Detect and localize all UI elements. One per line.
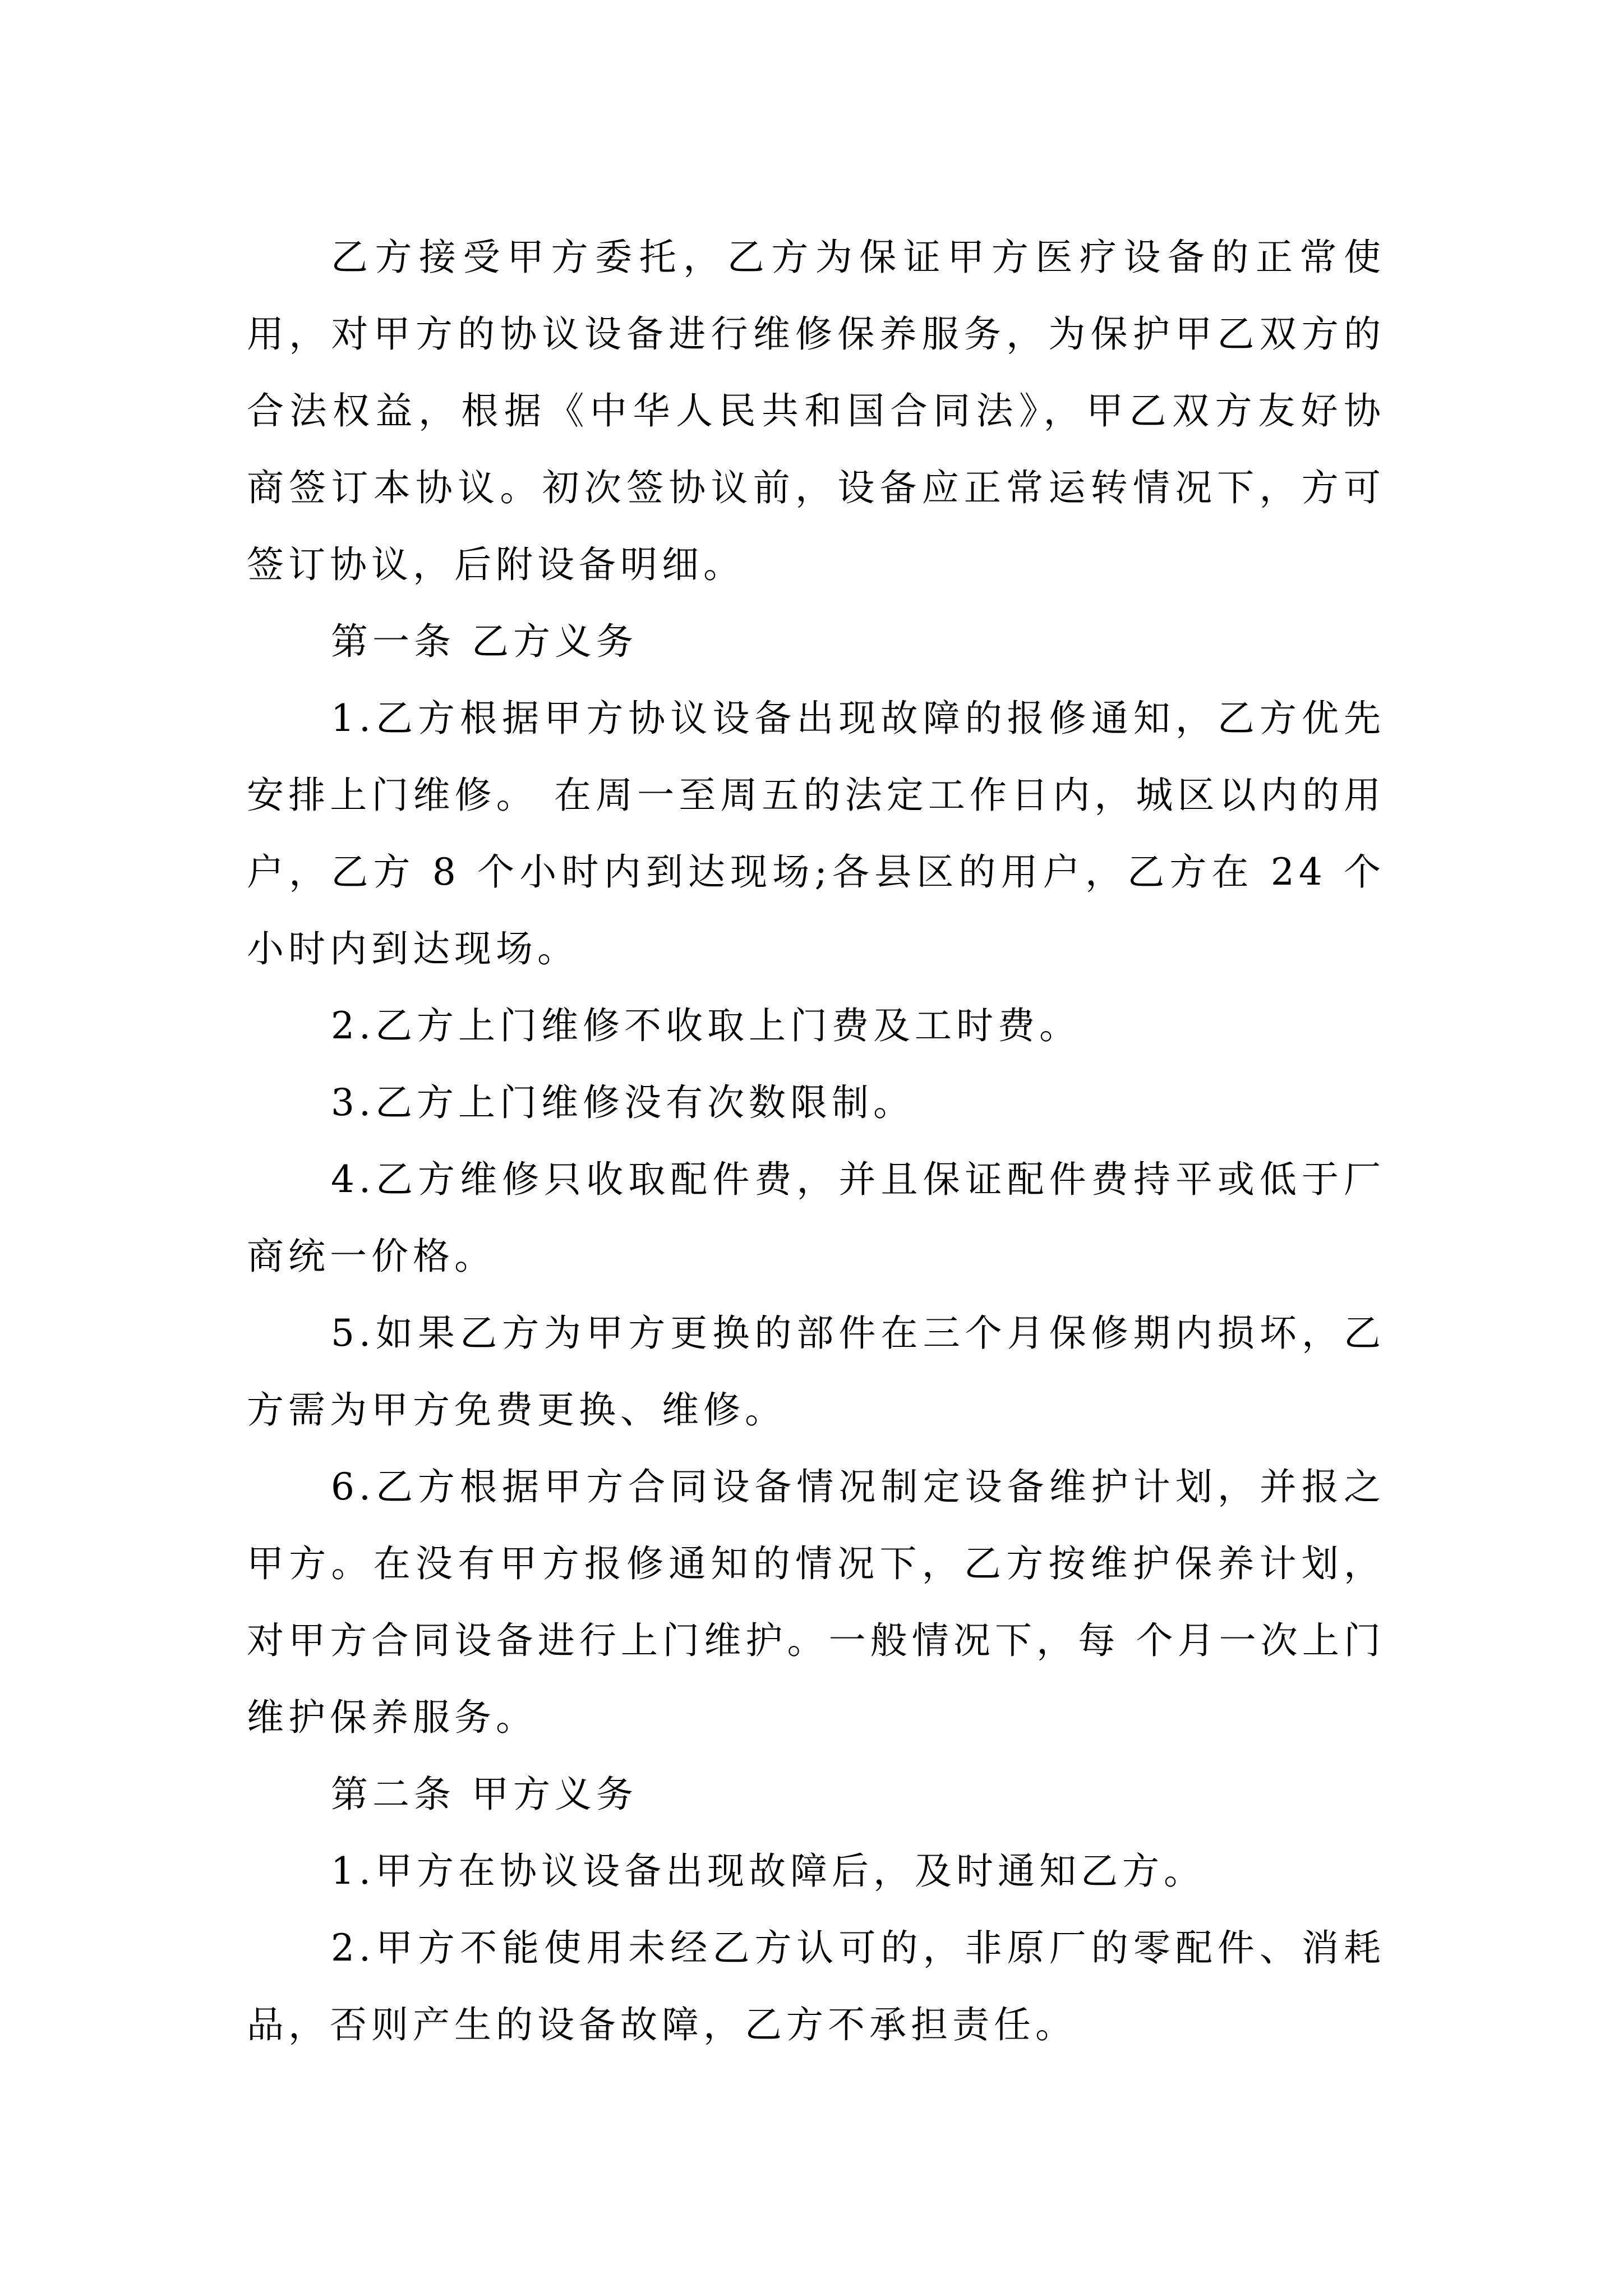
article-two-item-1: 1.甲方在协议设备出现故障后，及时通知乙方。 [331,1849,1205,1893]
article-two-heading: 第二条 甲方义务 [331,1773,638,1816]
article-one-item-3: 3.乙方上门维修没有次数限制。 [331,1081,915,1124]
article-one-heading: 第一条 乙方义务 [331,620,638,663]
article-one-item-1: 1.乙方根据甲方协议设备出现故障的报修通知，乙方优先安排上门维修。 在周一至周五的法定工作日内，城区以内的用户，乙方 8 个小时内到达现场;各县区的用户，乙方在 24 个小时内到达现场。 [247,697,1385,970]
preamble-paragraph: 乙方接受甲方委托，乙方为保证甲方医疗设备的正常使用，对甲方的协议设备进行维修保养服务，为保护甲乙双方的合法权益，根据《中华人民共和国合同法》，甲乙双方友好协商签订本协议。初次签协议前，设备应正常运转情况下，方可签订协议，后附设备明细。 [247,236,1385,586]
article-one-item-6: 6.乙方根据甲方合同设备情况制定设备维护计划，并报之甲方。在没有甲方报修通知的情况下，乙方按维护保养计划，对甲方合同设备进行上门维护。一般情况下，每 个月一次上门维护保养服务。 [247,1465,1385,1739]
article-one-item-2: 2.乙方上门维修不收取上门费及工时费。 [331,1004,1081,1047]
document-body [247,219,1385,2063]
article-one-item-5: 5.如果乙方为甲方更换的部件在三个月保修期内损坏，乙方需为甲方免费更换、维修。 [247,1312,1385,1432]
article-one-item-4: 4.乙方维修只收取配件费，并且保证配件费持平或低于厂商统一价格。 [247,1158,1385,1278]
article-two-item-2: 2.甲方不能使用未经乙方认可的，非原厂的零配件、消耗品，否则产生的设备故障，乙方不承担责任。 [247,1926,1385,2046]
